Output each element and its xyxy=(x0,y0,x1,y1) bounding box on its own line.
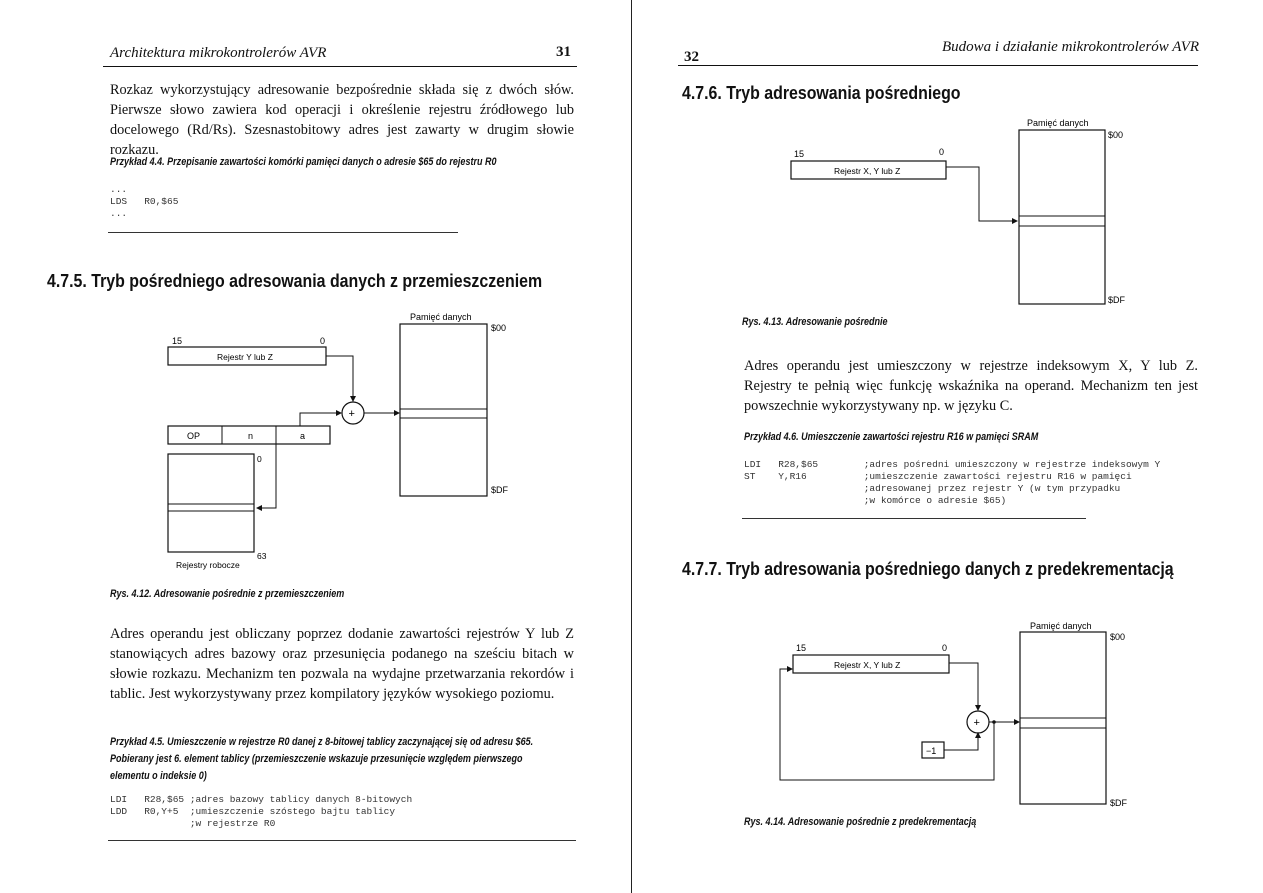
fig412-arrow-a xyxy=(300,413,338,426)
fig412-arrowhead xyxy=(336,410,342,416)
body-paragraph: Adres operandu jest umieszczony w rejestrze indeksowym X, Y lub Z. Rejestry te pełnią więc funkcję wskaźnika na operand. Mechanizm ten jest powszechnie wykorzystywany np. w języku C. xyxy=(744,358,1198,414)
fig414-plus: + xyxy=(973,717,980,729)
figure-4-14-caption: Rys. 4.14. Adresowanie pośrednie z predekrementacją xyxy=(744,816,977,828)
fig412-bit-hi: 15 xyxy=(172,336,183,346)
example-4-4-title: Przykład 4.4. Przepisanie zawartości komórki pamięci danych o adresie $65 do rejestru R0 xyxy=(110,156,497,168)
fig413-addr-bottom: $DF xyxy=(1108,295,1126,305)
fig412-mem-label: Pamięć danych xyxy=(410,312,472,322)
fig412-plus: + xyxy=(348,408,355,420)
body-paragraph: Adres operandu jest obliczany poprzez dodanie zawartości rejestrów Y lub Z stanowiących adres bazowy oraz przesunięcia podanego na sześciu bitach w słowie rozkazu. Mechanizm ten pozwala na wydajne przetwarzania rekordów i tablic. Jest wykorzystywany przez kompilatory języków wysokiego poziomu. xyxy=(110,626,574,702)
fig413-arrowhead xyxy=(1012,218,1018,224)
fig412-memory-block xyxy=(400,324,487,496)
running-header: Architektura mikrokontrolerów AVR xyxy=(110,45,327,61)
figure-4-13-caption: Rys. 4.13. Adresowanie pośrednie xyxy=(742,316,888,328)
fig414-arrow-reg xyxy=(949,663,978,708)
fig414-bit-hi: 15 xyxy=(796,643,807,653)
fig413-addr-top: $00 xyxy=(1108,130,1124,140)
fig412-field-op: OP xyxy=(187,431,201,441)
fig412-reg-label: Rejestr Y lub Z xyxy=(217,352,273,362)
section-4-7-5-heading: 4.7.5. Tryb pośredniego adresowania danych z przemieszczeniem xyxy=(47,270,543,291)
fig414-reg-label: Rejestr X, Y lub Z xyxy=(834,660,901,670)
fig412-regs-bottom: 63 xyxy=(257,551,267,561)
fig413-memory-block xyxy=(1019,130,1105,304)
fig412-field-a: a xyxy=(300,431,306,441)
page-number: 32 xyxy=(684,49,699,65)
fig414-arrowhead xyxy=(975,705,981,711)
fig412-bit-lo: 0 xyxy=(320,336,326,346)
fig412-arrowhead xyxy=(350,396,356,402)
fig413-bit-hi: 15 xyxy=(794,149,805,159)
example-rule xyxy=(108,232,458,233)
fig414-arrow-dec xyxy=(944,736,978,750)
example-4-6-code: LDI R28,$65 ;adres pośredni umieszczony w rejestrze indeksowym Y ST Y,R16 ;umieszczenie zawartości rejestru R16 w pamięci ;adresowanej przez rejestr Y (w tym przypadku ;w komórce o adresie $65) xyxy=(744,459,1161,506)
figure-4-13 xyxy=(782,112,1162,312)
fig414-mem-label: Pamięć danych xyxy=(1030,621,1092,631)
example-4-5-title: Przykład 4.5. Umieszczenie w rejestrze R0 danej z 8-bitowej tablicy zaczynającej się od adresu $65. Pobierany jest 6. element tablicy (przemieszczenie wskazuje przesunięcie względem pierwszego elementu o indeksie 0) xyxy=(110,736,534,782)
header-rule xyxy=(103,66,577,67)
fig412-addr-bottom: $DF xyxy=(491,485,509,495)
fig414-arrowhead xyxy=(1014,719,1020,725)
fig412-addr-top: $00 xyxy=(491,323,507,333)
fig413-reg-label: Rejestr X, Y lub Z xyxy=(834,166,901,176)
example-4-5-code: LDI R28,$65 ;adres bazowy tablicy danych 8-bitowych LDD R0,Y+5 ;umieszczenie szóstego bajtu tablicy ;w rejestrze R0 xyxy=(110,794,413,829)
fig412-arrowhead xyxy=(256,505,262,511)
fig413-arrow xyxy=(946,167,1014,221)
intro-paragraph: Rozkaz wykorzystujący adresowanie bezpośrednie składa się z dwóch słów. Pierwsze słowo zawiera kod operacji i określenie rejestru źródłowego lub docelowego (Rd/Rs). Szesnastobitowy adres jest zawarty w drugim słowie rozkazu. xyxy=(110,82,574,158)
example-rule xyxy=(108,840,576,841)
section-4-7-7-heading: 4.7.7. Tryb adresowania pośredniego danych z predekrementacją xyxy=(682,558,1174,579)
fig413-mem-label: Pamięć danych xyxy=(1027,118,1089,128)
fig412-regs-label: Rejestry robocze xyxy=(176,560,240,570)
fig414-feedback-loop xyxy=(780,669,994,780)
figure-4-14 xyxy=(772,612,1172,812)
fig412-arrow-n xyxy=(260,444,276,508)
page-number: 31 xyxy=(556,44,571,60)
fig412-field-n: n xyxy=(248,431,254,441)
fig414-bit-lo: 0 xyxy=(942,643,948,653)
fig413-bit-lo: 0 xyxy=(939,147,945,157)
fig414-addr-top: $00 xyxy=(1110,632,1126,642)
example-4-4-code: ... LDS R0,$65 ... xyxy=(110,184,179,219)
header-rule xyxy=(678,65,1198,66)
fig412-arrowhead xyxy=(394,410,400,416)
example-rule xyxy=(742,518,1086,519)
fig412-work-registers xyxy=(168,454,254,552)
running-header: Budowa i działanie mikrokontrolerów AVR xyxy=(942,39,1200,55)
fig414-addr-bottom: $DF xyxy=(1110,798,1128,808)
fig414-minus-one: −1 xyxy=(926,746,937,756)
fig414-arrowhead xyxy=(787,666,793,672)
fig412-regs-top: 0 xyxy=(257,454,262,464)
example-4-6-title: Przykład 4.6. Umieszczenie zawartości rejestru R16 w pamięci SRAM xyxy=(744,431,1039,443)
fig412-arrow-reg xyxy=(326,356,353,399)
figure-4-12-caption: Rys. 4.12. Adresowanie pośrednie z przemieszczeniem xyxy=(110,588,345,600)
figure-4-12 xyxy=(160,308,530,580)
right-page xyxy=(632,0,1263,893)
section-4-7-6-heading: 4.7.6. Tryb adresowania pośredniego xyxy=(682,82,961,103)
